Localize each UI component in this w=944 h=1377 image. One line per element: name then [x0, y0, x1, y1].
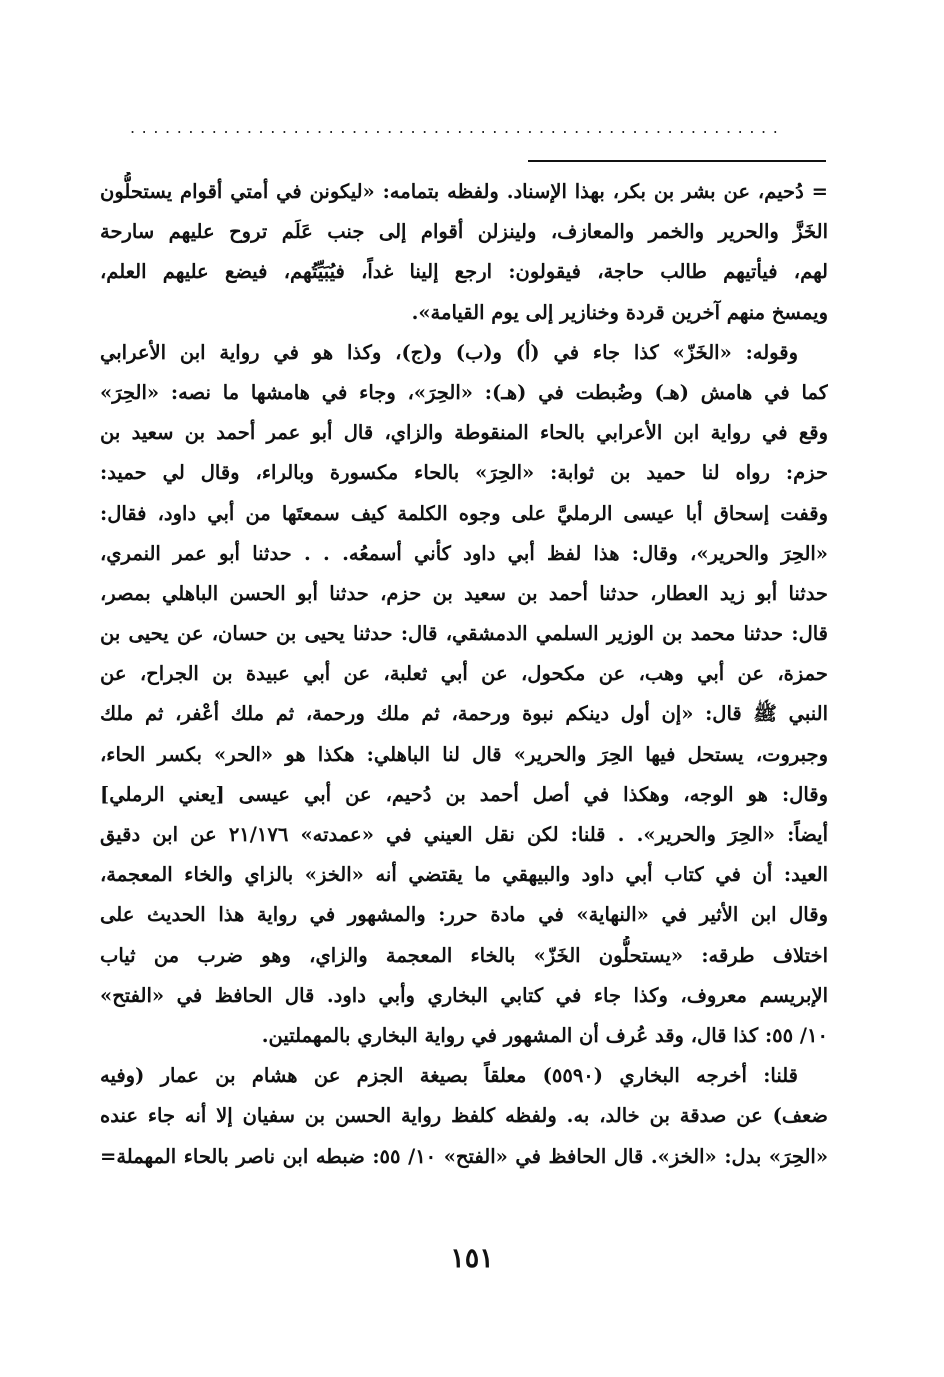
text-line: قلنا: أخرجه البخاري (٥٥٩٠) معلقاً بصيغة الجزم عن هشام بن عمار (وفيه: [100, 1064, 798, 1088]
paragraph-commentary: [100, 333, 828, 1056]
text-line: حمزة، عن أبي وهب، عن مكحول، عن أبي ثعلبة، عن أبي عبيدة بن الجراح، عن: [100, 662, 828, 686]
text-line: ضعف) عن صدقة بن خالد، به. ولفظه كلفظ رواية الحسن بن سفيان إلا أنه جاء عنده: [100, 1104, 828, 1128]
text-line: وقع في رواية ابن الأعرابي بالحاء المنقوطة والزاي، قال أبو عمر أحمد بن سعيد بن: [100, 421, 828, 445]
footnote-body: [100, 172, 828, 1177]
text-line: لهم، فيأتيهم طالب حاجة، فيقولون: ارجع إلينا غداً، فيُبَيِّتُهم، فيضع عليهم العلم،: [100, 260, 828, 284]
dotted-separator: ........................................................: [130, 118, 785, 137]
text-line: وقوله: «الخَزّ» كذا جاء في (أ) و(ب) و(ج)، وكذا هو في رواية ابن الأعرابي: [100, 340, 798, 364]
text-line: وقفت إسحاق أبا عيسى الرمليَّ على وجوه الكلمة كيف سمعتَها من أبي داود، فقال:: [100, 501, 828, 525]
footnote-continuation: [100, 172, 828, 333]
text-line: ويمسخ منهم آخرين قردة وخنازير إلى يوم القيامة».: [411, 300, 828, 324]
page-number: ١٥١: [450, 1243, 494, 1274]
text-line: العيد: أن في كتاب أبي داود والبيهقي ما يقتضي أنه «الخز» بالزاي والخاء المعجمة،: [100, 863, 828, 887]
text-line: ١٠/ ٥٥: كذا قال، وقد عُرف أن المشهور في رواية البخاري بالمهملتين.: [261, 1023, 828, 1047]
footnote-rule: [528, 160, 826, 162]
text-line: كما في هامش (هـ) وضُبطت في (هـ): «الحِرَ»، وجاء في هامشها ما نصه: «الحِرَ»: [100, 380, 828, 404]
text-line: وقال ابن الأثير في «النهاية» في مادة حرر: والمشهور في رواية هذا الحديث على: [100, 903, 828, 927]
text-line: «الحِرَ والحرير»، وقال: هذا لفظ أبي داود كأني أسمعُه. . . حدثنا أبو عمر النمري،: [100, 541, 828, 565]
text-line: قال: حدثنا محمد بن الوزير السلمي الدمشقي، قال: حدثنا يحيى بن حسان، عن يحيى بن: [100, 622, 828, 646]
text-line: النبي ﷺ قال: «إن أول دينكم نبوة ورحمة، ثم ملك ورحمة، ثم ملك أعْفر، ثم ملك: [100, 702, 828, 726]
text-line: أيضاً: «الحِرَ والحرير». . قلنا: لكن نقل العيني في «عمدته» ٢١/١٧٦ عن ابن دقيق: [100, 823, 828, 846]
text-line: وجبروت، يستحل فيها الحِرَ والحرير» قال لنا الباهلي: هكذا هو «الحر» بكسر الحاء،: [100, 742, 828, 766]
text-line: حزم: رواه لنا حميد بن ثوابة: «الحِرَ» بالحاء مكسورة وبالراء، وقال لي حميد:: [100, 461, 828, 485]
text-line: الإبريسم معروف، وكذا جاء في كتابي البخاري وأبي داود. قال الحافظ في «الفتح»: [100, 983, 828, 1007]
text-line: وقال: هو الوجه، وهكذا في أصل أحمد بن دُحيم، عن أبي عيسى [يعني الرملي]: [100, 782, 828, 806]
paragraph-bukhari: [100, 1056, 828, 1177]
text-line: حدثنا أبو زيد العطار، حدثنا أحمد بن سعيد بن حزم، حدثنا أبو الحسن الباهلي بمصر،: [100, 581, 828, 605]
text-line: = دُحيم، عن بشر بن بكر، بهذا الإسناد. ولفظه بتمامه: «ليكونن في أمتي أقوام يستحلُّون: [100, 180, 828, 203]
text-line: «الحِرَ» بدل: «الخز». قال الحافظ في «الفتح» ١٠/ ٥٥: ضبطه ابن ناصر بالحاء المهملة=: [100, 1144, 828, 1168]
text-line: الخَزَّ والحرير والخمر والمعازف، ولينزلن أقوام إلى جنب عَلَم تروح عليهم سارحة: [100, 220, 828, 244]
text-line: اختلاف طرقه: «يستحلُّون الخَزّ» بالخاء المعجمة والزاي، وهو ضرب من ثياب: [100, 943, 828, 967]
